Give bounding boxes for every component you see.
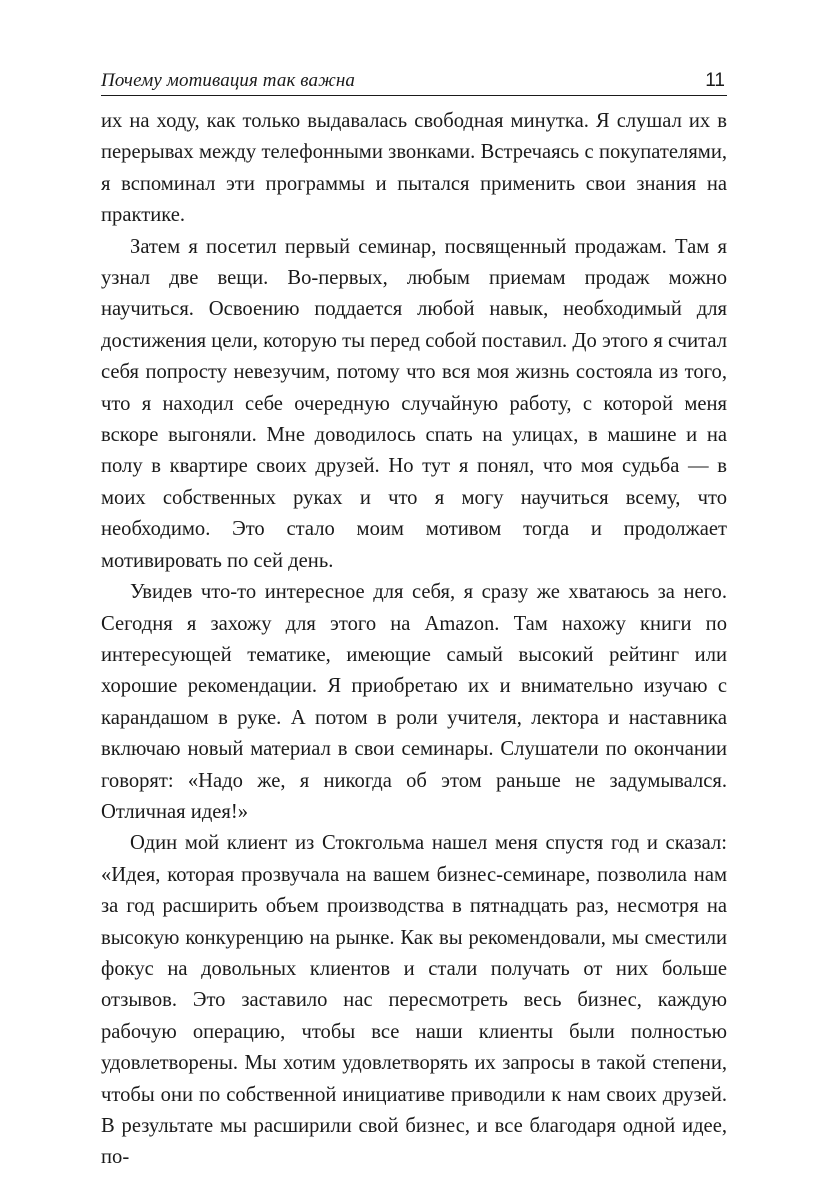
book-page [101, 64, 727, 1174]
paragraph-1: их на ходу, как только выдавалась свободная минутка. Я слушал их в перерывах между телефонными звонками. Встречаясь с покупателями, я вспоминал эти программы и пытался применить свои знания на практике. [101, 110, 727, 227]
running-header [101, 64, 727, 96]
body-text [101, 106, 727, 1174]
paragraph-4: Один мой клиент из Стокгольма нашел меня спустя год и сказал: «Идея, которая прозвучала на вашем бизнес-семинаре, позволила нам за год расширить объем производства в пятнадцать раз, несмотря на высокую конкуренцию на рынке. Как вы рекомендовали, мы сместили фокус на довольных клиентов и стали получать от них больше отзывов. Это заставило нас пересмотреть весь бизнес, каждую рабочую операцию, чтобы все наши клиенты были полностью удовлетворены. Мы хотим удовлетворять их запросы в такой степени, чтобы они по собственной инициативе приводили к нам своих друзей. В результате мы расширили свой бизнес, и все благодаря одной идее, по- [101, 832, 727, 1169]
paragraph-2: Затем я посетил первый семинар, посвященный продажам. Там я узнал две вещи. Во-первых, любым приемам продаж можно научиться. Освоению поддается любой навык, необходимый для достижения цели, которую ты перед собой поставил. До этого я считал себя попросту невезучим, потому что вся моя жизнь состояла из того, что я находил себе очередную случайную работу, с которой меня вскоре выгоняли. Мне доводилось спать на улицах, в машине и на полу в квартире своих друзей. Но тут я понял, что моя судьба — в моих собственных руках и что я могу научиться всему, что необходимо. Это стало моим мотивом тогда и продолжает мотивировать по сей день. [101, 235, 727, 572]
running-title: Почему мотивация так важна [101, 70, 356, 91]
paragraph-3: Увидев что-то интересное для себя, я сразу же хватаюсь за него. Сегодня я захожу для этого на Amazon. Там нахожу книги по интересующей тематике, имеющие самый высокий рейтинг или хорошие рекомендации. Я приобретаю их и внимательно изучаю с карандашом в руке. А потом в роли учителя, лектора и наставника включаю новый материал в свои семинары. Слушатели по окончании говорят: «Надо же, я никогда об этом раньше не задумывался. Отличная идея!» [101, 581, 727, 823]
page-number: 11 [705, 70, 725, 91]
